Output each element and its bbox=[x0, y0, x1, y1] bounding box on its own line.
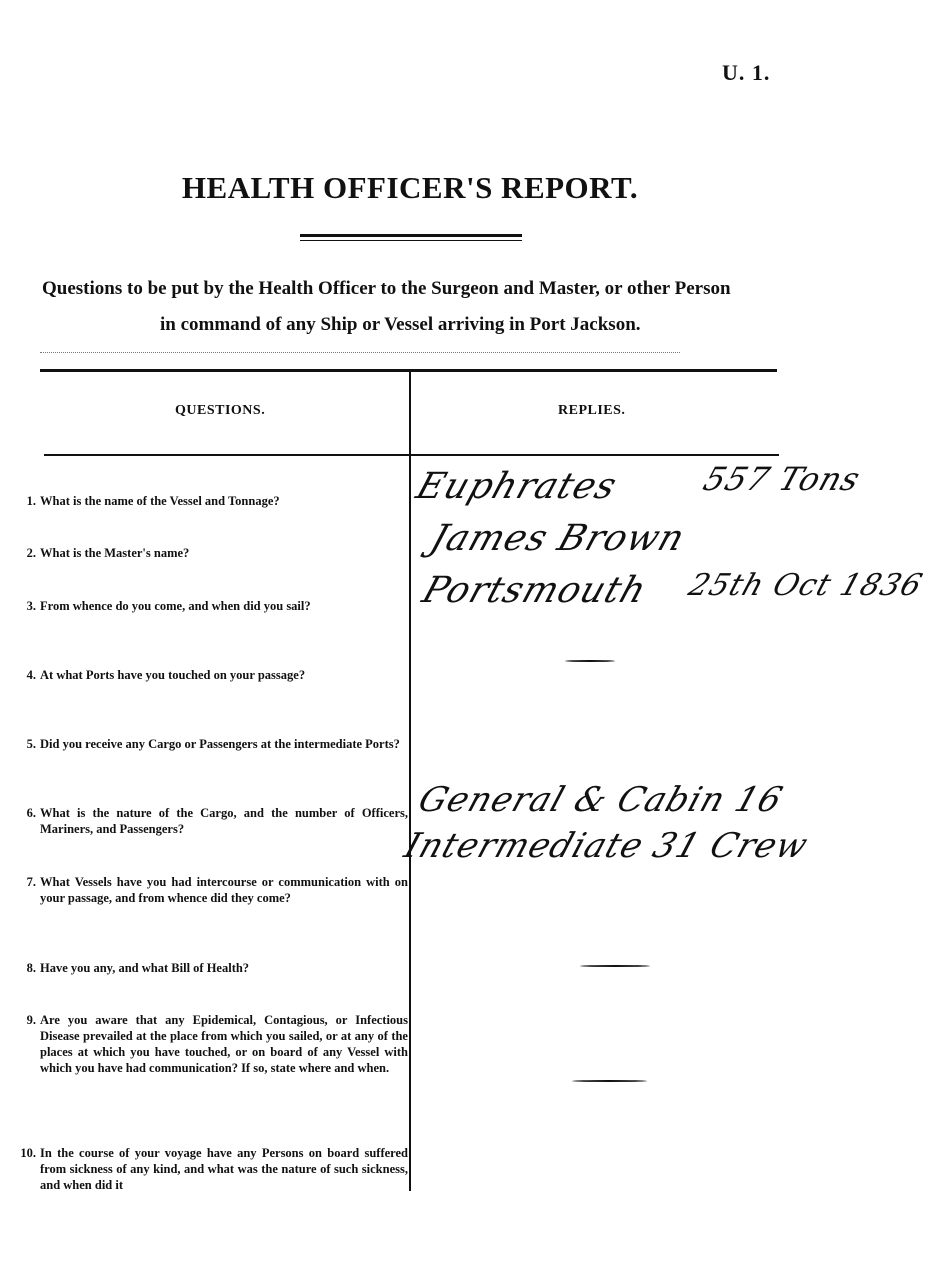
question-text: Have you any, and what Bill of Health? bbox=[40, 961, 250, 975]
question-2 bbox=[26, 545, 408, 561]
question-number: 8. bbox=[26, 961, 36, 975]
question-3 bbox=[26, 598, 408, 614]
question-text: Did you receive any Cargo or Passengers at the intermediate Ports? bbox=[40, 737, 400, 751]
question-number: 6. bbox=[26, 806, 36, 820]
title-underline bbox=[300, 234, 522, 237]
replies-header: REPLIES. bbox=[558, 403, 626, 418]
question-number: 4. bbox=[26, 668, 36, 682]
intro-line-2: in command of any Ship or Vessel arriving in Port Jackson. bbox=[160, 314, 641, 335]
question-text: What is the name of the Vessel and Tonnage? bbox=[40, 494, 280, 508]
question-number: 1. bbox=[26, 494, 36, 508]
reply-4-dash bbox=[565, 660, 615, 662]
question-number: 2. bbox=[26, 546, 36, 560]
question-7 bbox=[26, 874, 408, 906]
dotted-divider bbox=[40, 352, 680, 353]
question-text: At what Ports have you touched on your passage? bbox=[40, 668, 306, 682]
reply-1-tonnage: 557 Tons bbox=[698, 460, 866, 498]
question-number: 3. bbox=[26, 599, 36, 613]
question-text: What Vessels have you had intercourse or communication with on your passage, and from whence did they come? bbox=[40, 875, 408, 905]
question-number: 9. bbox=[26, 1013, 36, 1027]
question-6 bbox=[26, 805, 408, 837]
question-number: 7. bbox=[26, 875, 36, 889]
form-code: U. 1. bbox=[722, 60, 771, 85]
intro-line-1: Questions to be put by the Health Officer to the Surgeon and Master, or other Person bbox=[42, 278, 731, 299]
question-text: From whence do you come, and when did you sail? bbox=[40, 599, 311, 613]
question-number: 10. bbox=[20, 1146, 36, 1160]
reply-3-port: Portsmouth bbox=[417, 570, 652, 611]
question-text: Are you aware that any Epidemical, Contagious, or Infectious Disease prevailed at the place from which you sailed, or at any of the places at which you have touched, or on board of any Vessel with which you have had communication? If so, state where and when. bbox=[40, 1013, 408, 1075]
question-9 bbox=[26, 1012, 408, 1076]
question-text: In the course of your voyage have any Persons on board suffered from sickness of any kind, and what was the nature of such sickness, and when did it bbox=[40, 1146, 408, 1192]
reply-6-cargo: General & Cabin 16 bbox=[413, 780, 788, 820]
question-text: What is the nature of the Cargo, and the number of Officers, Mariners, and Passengers? bbox=[40, 806, 408, 836]
question-text: What is the Master's name? bbox=[40, 546, 190, 560]
question-10 bbox=[20, 1145, 408, 1193]
question-number: 5. bbox=[26, 737, 36, 751]
header-rule bbox=[44, 454, 779, 456]
reply-3-date: 25th Oct 1836 bbox=[684, 568, 928, 603]
question-4 bbox=[26, 667, 408, 683]
title-underline-thin bbox=[300, 240, 522, 241]
column-divider bbox=[409, 371, 411, 1191]
question-1 bbox=[26, 493, 408, 509]
reply-8-dash bbox=[580, 965, 650, 967]
reply-9-dash bbox=[572, 1080, 647, 1082]
page-title: HEALTH OFFICER'S REPORT. bbox=[181, 170, 639, 205]
question-5 bbox=[26, 736, 408, 752]
reply-1-vessel: Euphrates bbox=[411, 466, 623, 507]
questions-header: QUESTIONS. bbox=[175, 403, 266, 418]
reply-2-master: James Brown bbox=[425, 518, 691, 559]
question-8 bbox=[26, 960, 408, 976]
reply-6-crew: Intermediate 31 Crew bbox=[399, 826, 814, 866]
